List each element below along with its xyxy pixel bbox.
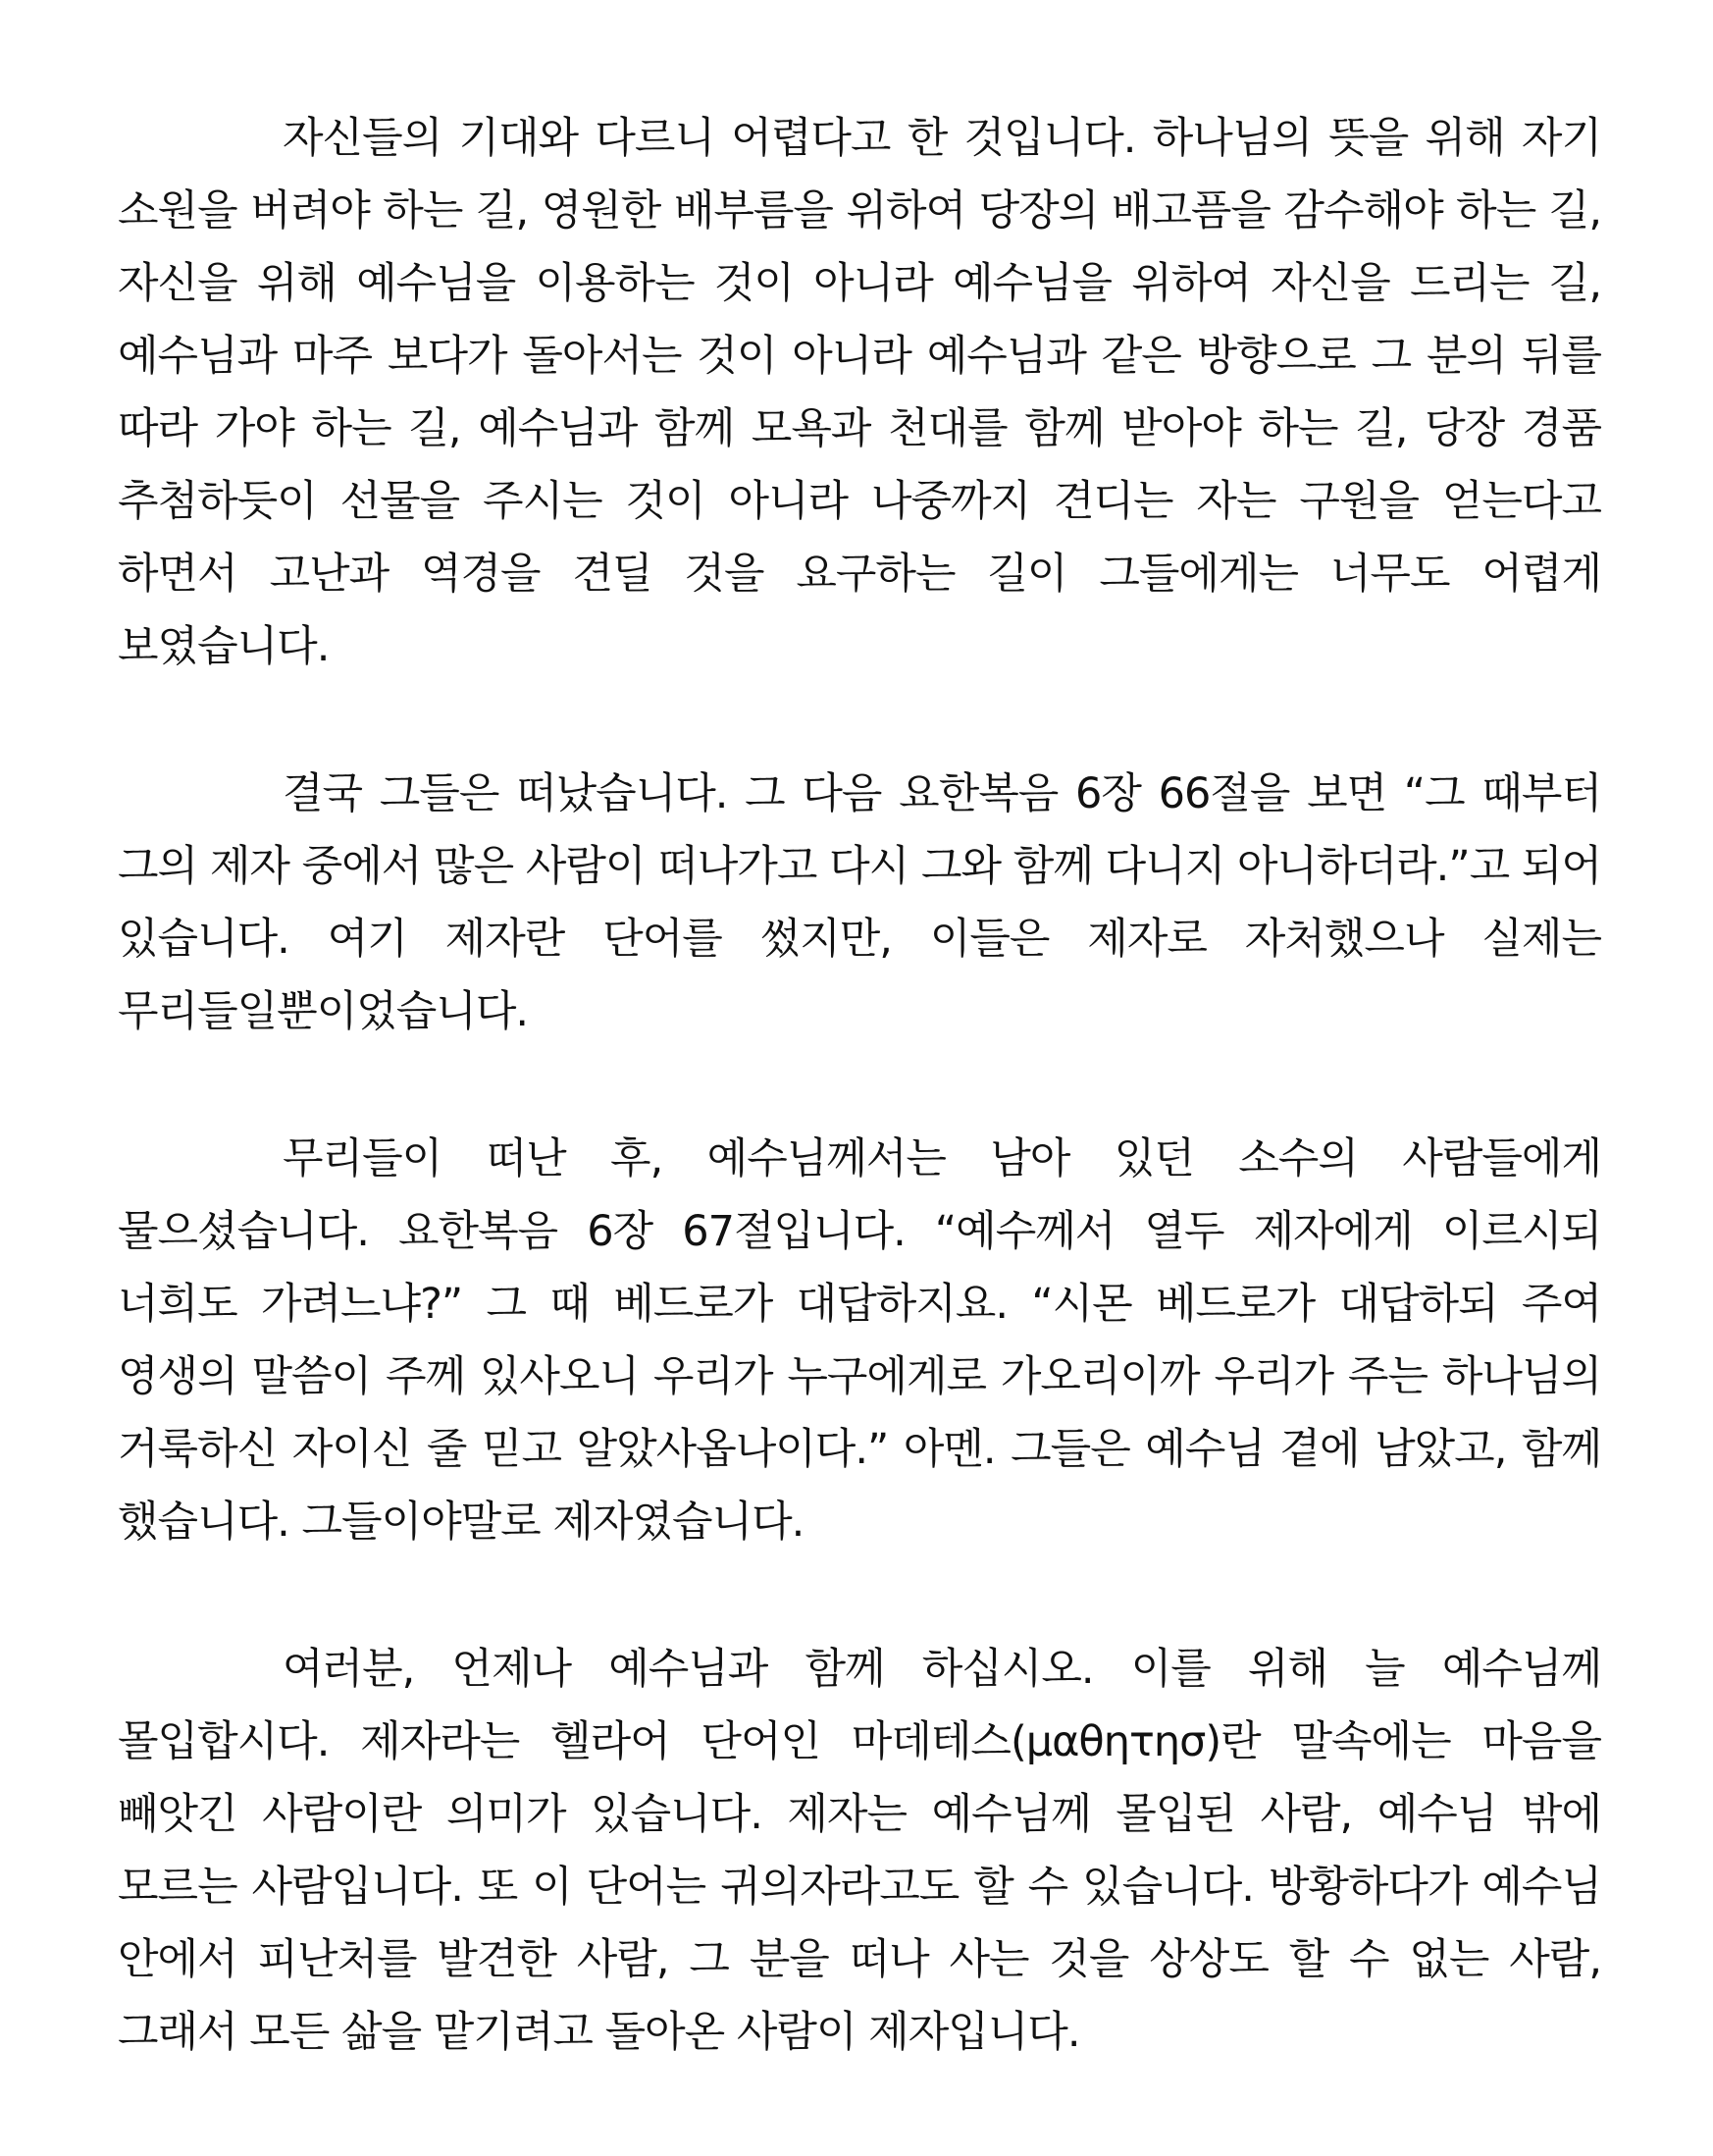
paragraph-3: 무리들이 떠난 후, 예수님께서는 남아 있던 소수의 사람들에게 물으셨습니다. 요한복음 6장 67절입니다. “예수께서 열두 제자에게 이르시되 너희도 가려느냐?” 그 때 베드로가 대답하지요. “시몬 베드로가 대답하되 주여 영생의 말씀이 주께 있사오니 우리가 누구에게로 가오리이까 우리가 주는 하나님의 거룩하신 자이신 줄 믿고 알았사옵나이다.” 아멘. 그들은 예수님 곁에 남았고, 함께 했습니다. 그들이야말로 제자였습니다. bbox=[118, 1134, 1601, 1547]
paragraph-2: 결국 그들은 떠났습니다. 그 다음 요한복음 6장 66절을 보면 “그 때부터 그의 제자 중에서 많은 사람이 떠나가고 다시 그와 함께 다니지 아니하더라.”고 되어 있습니다. 여기 제자란 단어를 썼지만, 이들은 제자로 자처했으나 실제는 무리들일뿐이었습니다. bbox=[118, 769, 1601, 1036]
paragraph-4: 여러분, 언제나 예수님과 함께 하십시오. 이를 위해 늘 예수님께 몰입합시다. 제자라는 헬라어 단어인 마데테스(μαθητησ)란 말속에는 마음을 빼앗긴 사람이란 의미가 있습니다. 제자는 예수님께 몰입된 사람, 예수님 밖에 모르는 사람입니다. 또 이 단어는 귀의자라고도 할 수 있습니다. 방황하다가 예수님 안에서 피난처를 발견한 사람, 그 분을 떠나 사는 것을 상상도 할 수 없는 사람, 그래서 모든 삶을 맡기려고 돌아온 사람이 제자입니다. bbox=[118, 1645, 1601, 2057]
document-page bbox=[118, 102, 1601, 2143]
paragraph-1: 자신들의 기대와 다르니 어렵다고 한 것입니다. 하나님의 뜻을 위해 자기 소원을 버려야 하는 길, 영원한 배부름을 위하여 당장의 배고픔을 감수해야 하는 길, 자신을 위해 예수님을 이용하는 것이 아니라 예수님을 위하여 자신을 드리는 길, 예수님과 마주 보다가 돌아서는 것이 아니라 예수님과 같은 방향으로 그 분의 뒤를 따라 가야 하는 길, 예수님과 함께 모욕과 천대를 함께 받아야 하는 길, 당장 경품 추첨하듯이 선물을 주시는 것이 아니라 나중까지 견디는 자는 구원을 얻는다고 하면서 고난과 역경을 견딜 것을 요구하는 길이 그들에게는 너무도 어렵게 보였습니다. bbox=[118, 114, 1601, 671]
